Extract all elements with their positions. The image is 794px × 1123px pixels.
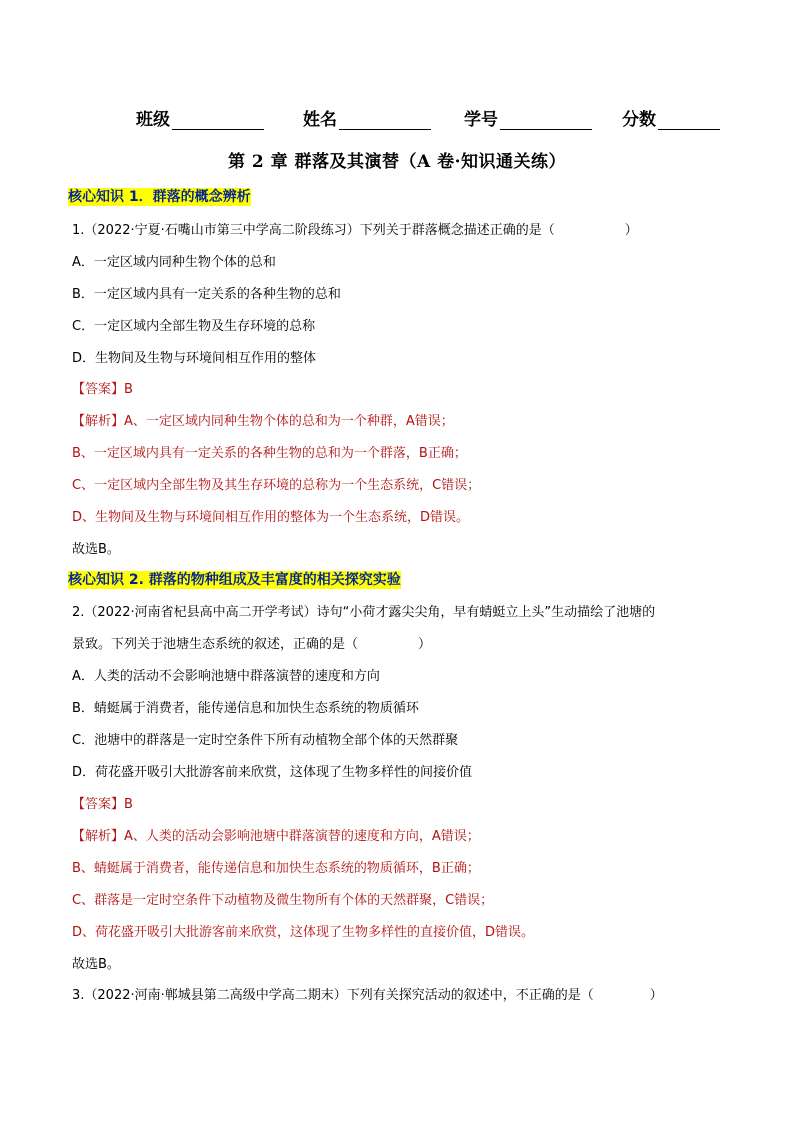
section-1-label: 核心知识 1．群落的概念辨析 [68, 189, 251, 205]
question-1-stem [72, 219, 638, 238]
q2-analysis-a-text: A、人类的活动会影响池塘中群落演替的速度和方向，A错误； [124, 829, 480, 844]
question-3-stem [72, 984, 663, 1003]
name-blank[interactable] [339, 109, 431, 130]
q1-analysis-label: 【解析】 [72, 414, 125, 429]
q2-option-c: C．池塘中的群落是一定时空条件下所有动植物全部个体的天然群聚 [72, 733, 459, 748]
header-fields [0, 105, 794, 133]
q1-conclusion: 故选B。 [72, 542, 120, 557]
q2-answer-value: B [124, 797, 133, 812]
q1-analysis-a [72, 410, 454, 429]
q1-analysis-a-text: A、一定区域内同种生物个体的总和为一个种群，A错误； [124, 414, 454, 429]
q2-answer-label: 【答案】 [72, 797, 125, 812]
q2-analysis-label: 【解析】 [72, 829, 125, 844]
class-field[interactable] [136, 105, 264, 130]
score-field[interactable] [622, 105, 720, 130]
q2-analysis-a [72, 825, 480, 844]
q1-answer-value: B [124, 382, 133, 397]
q1-answer [72, 378, 133, 397]
q1-option-c: C．一定区域内全部生物及生存环境的总称 [72, 319, 316, 334]
score-label: 分数 [622, 110, 656, 130]
q1-option-a: A．一定区域内同种生物个体的总和 [72, 255, 276, 270]
q3-stem-close: ） [649, 988, 663, 1003]
id-label: 学号 [464, 110, 498, 130]
q1-answer-label: 【答案】 [72, 382, 125, 397]
page-title: 第 2 章 群落及其演替（A 卷·知识通关练） [227, 152, 567, 172]
q2-conclusion: 故选B。 [72, 957, 120, 972]
score-blank[interactable] [658, 109, 720, 130]
q1-analysis-d: D、生物间及生物与环境间相互作用的整体为一个生态系统，D错误。 [72, 510, 470, 525]
q1-analysis-c: C、一定区域内全部生物及其生存环境的总称为一个生态系统，C错误； [72, 478, 481, 493]
q2-option-b: B．蜻蜓属于消费者，能传递信息和加快生态系统的物质循环 [72, 701, 419, 716]
q1-option-d: D．生物间及生物与环境间相互作用的整体 [72, 351, 317, 366]
id-blank[interactable] [500, 109, 592, 130]
q1-stem-close: ） [624, 223, 638, 238]
q2-option-a: A．人类的活动不会影响池塘中群落演替的速度和方向 [72, 669, 380, 684]
question-2-stem [72, 633, 431, 652]
q2-analysis-d: D、荷花盛开吸引大批游客前来欣赏，这体现了生物多样性的直接价值，D错误。 [72, 925, 535, 940]
q2-stem-line1: 2.（2022·河南省杞县高中高二开学考试）诗句“小荷才露尖尖角，早有蜻蜓立上头”生动描绘了池塘的 [72, 605, 656, 620]
name-field[interactable] [303, 105, 431, 130]
class-label: 班级 [136, 110, 170, 130]
q1-stem-text: 1.（2022·宁夏·石嘴山市第三中学高二阶段练习）下列关于群落概念描述正确的是（ [72, 223, 555, 238]
id-field[interactable] [464, 105, 592, 130]
class-blank[interactable] [172, 109, 264, 130]
q2-analysis-c: C、群落是一定时空条件下动植物及微生物所有个体的天然群聚，C错误； [72, 893, 494, 908]
q3-stem-text: 3.（2022·河南·郸城县第二高级中学高二期末）下列有关探究活动的叙述中，不正确的是（ [72, 988, 594, 1003]
section-heading-2 [68, 569, 401, 589]
q2-answer [72, 793, 133, 812]
q2-stem-line2: 景致。下列关于池塘生态系统的叙述，正确的是（ [72, 637, 359, 652]
q2-analysis-b: B、蜻蜓属于消费者，能传递信息和加快生态系统的物质循环，B正确； [72, 861, 480, 876]
q1-option-b: B．一定区域内具有一定关系的各种生物的总和 [72, 287, 341, 302]
q1-analysis-b: B、一定区域内具有一定关系的各种生物的总和为一个群落，B正确； [72, 446, 467, 461]
q2-option-d: D．荷花盛开吸引大批游客前来欣赏，这体现了生物多样性的间接价值 [72, 765, 473, 780]
section-2-label: 核心知识 2. 群落的物种组成及丰富度的相关探究实验 [68, 572, 401, 588]
name-label: 姓名 [303, 110, 337, 130]
section-heading-1 [68, 186, 251, 206]
q2-stem-close: ） [418, 637, 432, 652]
